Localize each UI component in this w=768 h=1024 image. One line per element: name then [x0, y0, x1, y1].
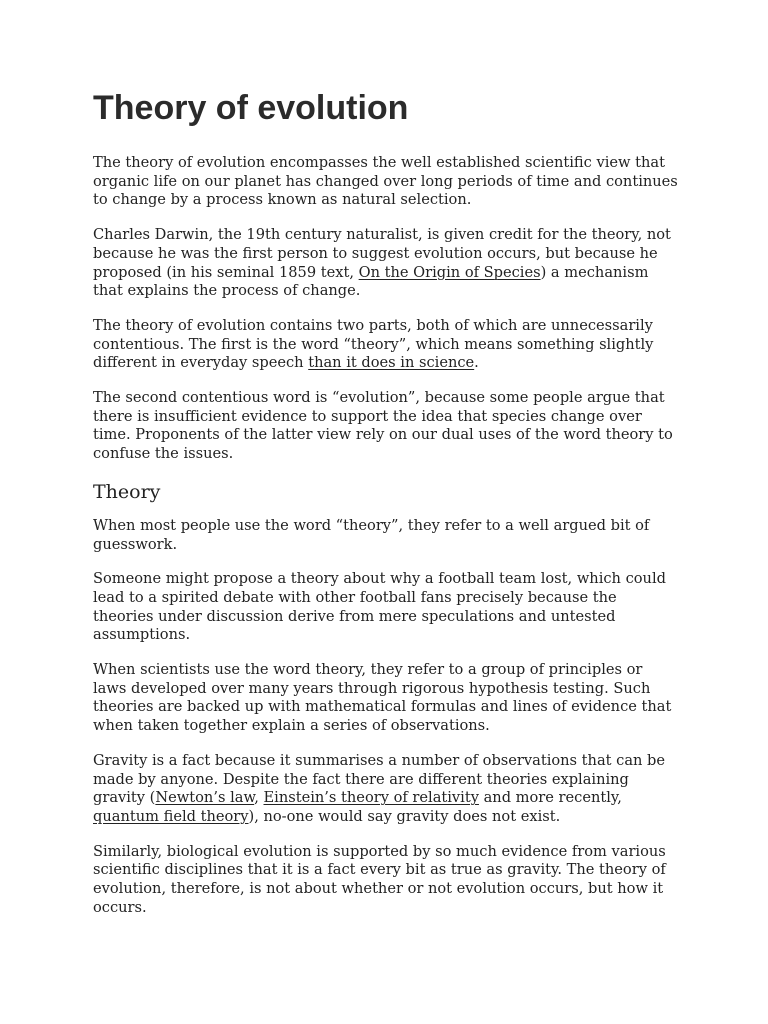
paragraph-darwin — [93, 226, 678, 301]
paragraph-text: Charles Darwin, the 19th century naturalist, is given credit for the theory, not because he was the first person to suggest evolution occurs, but because he proposed (in his seminal 1859 text, — [93, 226, 671, 281]
paragraph-text: ), no-one would say gravity does not exist. — [248, 807, 561, 825]
than-in-science-link[interactable]: than it does in science — [308, 354, 475, 372]
page-title: Theory of evolution — [93, 89, 409, 127]
paragraph-gravity — [93, 752, 678, 827]
newtons-law-link[interactable]: Newton’s law — [155, 789, 255, 807]
paragraph-football: Someone might propose a theory about why a football team lost, which could lead to a spirited debate with other football fans precisely because the theories under discussion derive from mere speculations and untested assumptions. — [93, 570, 666, 644]
paragraph-scientific-theory: When scientists use the word theory, they refer to a group of principles or laws developed over many years through rigorous hypothesis testing. Such theories are backed up with mathematical formulas and lines of evidence that when taken together explain a series of observations. — [93, 661, 672, 735]
section-heading-theory: Theory — [93, 480, 161, 503]
paragraph-text: . — [474, 354, 479, 372]
paragraph-text: , — [254, 789, 264, 807]
paragraph-text: and more recently, — [478, 789, 622, 807]
paragraph-text: Gravity is a fact because it summarises a number of observations that can be made by anyone. Despite the fact there are different theories explaining gravity ( — [93, 751, 666, 807]
paragraph-biological-evolution: Similarly, biological evolution is supported by so much evidence from various scientific disciplines that it is a fact every bit as true as gravity. The theory of evolution, therefore, is not about whether or not evolution occurs, but how it occurs. — [93, 842, 666, 916]
paragraph-two-parts — [93, 317, 678, 373]
einstein-relativity-link[interactable]: Einstein’s theory of relativity — [263, 789, 479, 807]
paragraph-everyday-theory: When most people use the word “theory”, they refer to a well argued bit of guesswork. — [93, 516, 650, 553]
origin-of-species-link[interactable]: On the Origin of Species — [358, 263, 541, 281]
quantum-field-theory-link[interactable]: quantum field theory — [93, 807, 249, 825]
article-body — [93, 154, 678, 934]
paragraph-text: The theory of evolution contains two parts, both of which are unnecessarily contentious. The first is the word “theory”, which means something slightly different in everyday speech — [93, 316, 654, 372]
paragraph-text: ) a mechanism that explains the process of change. — [93, 263, 649, 300]
paragraph-contentious-evolution: The second contentious word is “evolution”, because some people argue that there is insufficient evidence to support the idea that species change over time. Proponents of the latter view rely on our dual uses of the word theory to confuse the issues. — [93, 389, 673, 463]
paragraph-intro: The theory of evolution encompasses the well established scientific view that organic life on our planet has changed over long periods of time and continues to change by a process known as natural selection. — [93, 154, 678, 209]
